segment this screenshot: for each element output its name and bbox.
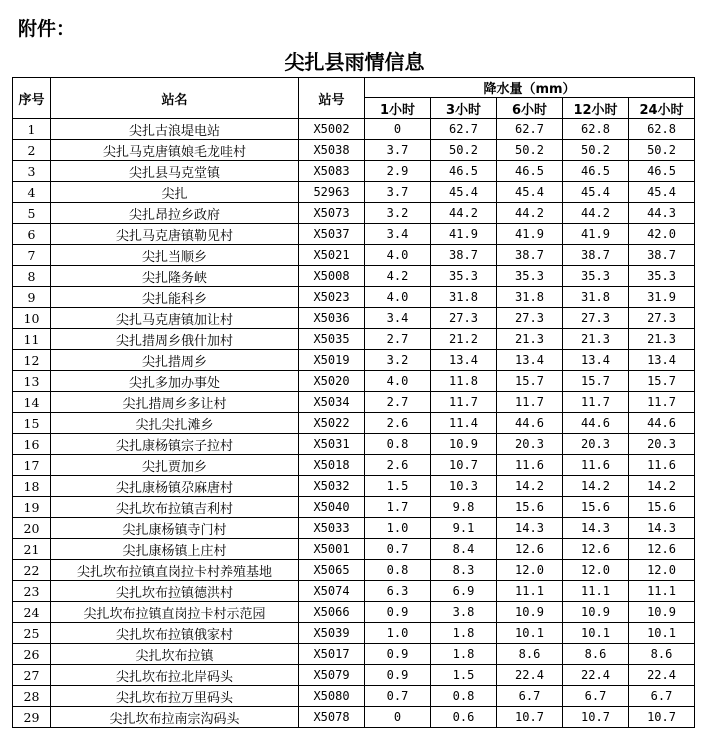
cell-rain-24h: 22.4 bbox=[629, 665, 695, 686]
table-row bbox=[13, 140, 695, 161]
header-6h: 6小时 bbox=[497, 98, 563, 119]
cell-station-code: X5074 bbox=[299, 581, 365, 602]
cell-seq: 29 bbox=[13, 707, 51, 728]
cell-rain-6h: 22.4 bbox=[497, 665, 563, 686]
cell-station-code: X5031 bbox=[299, 434, 365, 455]
cell-rain-1h: 2.6 bbox=[365, 455, 431, 476]
table-row bbox=[13, 329, 695, 350]
cell-rain-24h: 13.4 bbox=[629, 350, 695, 371]
cell-rain-24h: 14.3 bbox=[629, 518, 695, 539]
cell-seq: 4 bbox=[13, 182, 51, 203]
cell-station-name: 尖扎昂拉乡政府 bbox=[51, 203, 299, 224]
cell-rain-1h: 6.3 bbox=[365, 581, 431, 602]
cell-rain-24h: 8.6 bbox=[629, 644, 695, 665]
cell-station-name: 尖扎马克唐镇娘毛龙哇村 bbox=[51, 140, 299, 161]
cell-rain-6h: 10.1 bbox=[497, 623, 563, 644]
cell-rain-24h: 45.4 bbox=[629, 182, 695, 203]
cell-rain-3h: 13.4 bbox=[431, 350, 497, 371]
table-row bbox=[13, 413, 695, 434]
cell-rain-12h: 38.7 bbox=[563, 245, 629, 266]
attachment-label: 附件： bbox=[18, 18, 76, 40]
cell-rain-24h: 11.7 bbox=[629, 392, 695, 413]
header-1h: 1小时 bbox=[365, 98, 431, 119]
cell-rain-1h: 2.6 bbox=[365, 413, 431, 434]
cell-rain-1h: 0 bbox=[365, 119, 431, 140]
table-row bbox=[13, 707, 695, 728]
cell-station-name: 尖扎坎布拉镇吉利村 bbox=[51, 497, 299, 518]
cell-seq: 19 bbox=[13, 497, 51, 518]
cell-station-code: X5001 bbox=[299, 539, 365, 560]
cell-rain-1h: 2.7 bbox=[365, 329, 431, 350]
cell-rain-24h: 42.0 bbox=[629, 224, 695, 245]
table-row bbox=[13, 602, 695, 623]
table-row bbox=[13, 287, 695, 308]
cell-station-name: 尖扎措周乡俄什加村 bbox=[51, 329, 299, 350]
cell-rain-3h: 10.7 bbox=[431, 455, 497, 476]
cell-rain-1h: 0.9 bbox=[365, 644, 431, 665]
cell-rain-3h: 35.3 bbox=[431, 266, 497, 287]
cell-rain-1h: 0.8 bbox=[365, 560, 431, 581]
table-row bbox=[13, 665, 695, 686]
cell-seq: 18 bbox=[13, 476, 51, 497]
cell-rain-6h: 10.9 bbox=[497, 602, 563, 623]
cell-rain-3h: 46.5 bbox=[431, 161, 497, 182]
cell-rain-24h: 12.0 bbox=[629, 560, 695, 581]
cell-seq: 23 bbox=[13, 581, 51, 602]
cell-station-code: X5073 bbox=[299, 203, 365, 224]
cell-station-code: 52963 bbox=[299, 182, 365, 203]
cell-rain-6h: 45.4 bbox=[497, 182, 563, 203]
cell-rain-3h: 9.1 bbox=[431, 518, 497, 539]
cell-rain-6h: 15.6 bbox=[497, 497, 563, 518]
cell-rain-24h: 38.7 bbox=[629, 245, 695, 266]
cell-rain-12h: 20.3 bbox=[563, 434, 629, 455]
cell-rain-12h: 35.3 bbox=[563, 266, 629, 287]
cell-station-name: 尖扎马克唐镇加让村 bbox=[51, 308, 299, 329]
cell-rain-12h: 8.6 bbox=[563, 644, 629, 665]
cell-station-code: X5080 bbox=[299, 686, 365, 707]
cell-station-name: 尖扎马克唐镇勒见村 bbox=[51, 224, 299, 245]
cell-rain-12h: 10.7 bbox=[563, 707, 629, 728]
cell-seq: 2 bbox=[13, 140, 51, 161]
cell-station-code: X5037 bbox=[299, 224, 365, 245]
cell-rain-3h: 0.6 bbox=[431, 707, 497, 728]
cell-rain-1h: 3.2 bbox=[365, 203, 431, 224]
cell-rain-24h: 20.3 bbox=[629, 434, 695, 455]
cell-rain-12h: 50.2 bbox=[563, 140, 629, 161]
cell-station-name: 尖扎措周乡 bbox=[51, 350, 299, 371]
table-row bbox=[13, 518, 695, 539]
document-title: 尖扎县雨情信息 bbox=[284, 50, 425, 74]
cell-station-name: 尖扎古浪堤电站 bbox=[51, 119, 299, 140]
rainfall-table bbox=[12, 77, 695, 728]
cell-rain-24h: 50.2 bbox=[629, 140, 695, 161]
cell-seq: 13 bbox=[13, 371, 51, 392]
cell-station-code: X5018 bbox=[299, 455, 365, 476]
cell-station-code: X5065 bbox=[299, 560, 365, 581]
cell-rain-1h: 0.9 bbox=[365, 602, 431, 623]
table-row bbox=[13, 497, 695, 518]
cell-rain-12h: 44.2 bbox=[563, 203, 629, 224]
cell-rain-3h: 1.5 bbox=[431, 665, 497, 686]
cell-rain-3h: 21.2 bbox=[431, 329, 497, 350]
cell-station-code: X5008 bbox=[299, 266, 365, 287]
cell-rain-12h: 13.4 bbox=[563, 350, 629, 371]
cell-rain-24h: 10.7 bbox=[629, 707, 695, 728]
cell-station-name: 尖扎康杨镇尕麻唐村 bbox=[51, 476, 299, 497]
table-row bbox=[13, 623, 695, 644]
cell-rain-1h: 1.0 bbox=[365, 518, 431, 539]
cell-rain-12h: 10.1 bbox=[563, 623, 629, 644]
cell-rain-6h: 35.3 bbox=[497, 266, 563, 287]
cell-rain-6h: 41.9 bbox=[497, 224, 563, 245]
cell-station-code: X5036 bbox=[299, 308, 365, 329]
cell-rain-6h: 11.6 bbox=[497, 455, 563, 476]
cell-station-code: X5032 bbox=[299, 476, 365, 497]
cell-rain-6h: 6.7 bbox=[497, 686, 563, 707]
cell-rain-3h: 9.8 bbox=[431, 497, 497, 518]
table-row bbox=[13, 581, 695, 602]
cell-rain-3h: 1.8 bbox=[431, 644, 497, 665]
cell-rain-3h: 38.7 bbox=[431, 245, 497, 266]
cell-rain-24h: 27.3 bbox=[629, 308, 695, 329]
cell-station-code: X5035 bbox=[299, 329, 365, 350]
cell-station-code: X5039 bbox=[299, 623, 365, 644]
cell-rain-12h: 44.6 bbox=[563, 413, 629, 434]
cell-rain-3h: 6.9 bbox=[431, 581, 497, 602]
cell-rain-12h: 21.3 bbox=[563, 329, 629, 350]
cell-rain-24h: 46.5 bbox=[629, 161, 695, 182]
cell-station-code: X5020 bbox=[299, 371, 365, 392]
cell-station-name: 尖扎能科乡 bbox=[51, 287, 299, 308]
cell-rain-1h: 1.0 bbox=[365, 623, 431, 644]
table-row bbox=[13, 245, 695, 266]
table-row bbox=[13, 266, 695, 287]
cell-seq: 21 bbox=[13, 539, 51, 560]
cell-rain-1h: 0.9 bbox=[365, 665, 431, 686]
cell-rain-24h: 10.1 bbox=[629, 623, 695, 644]
cell-rain-6h: 21.3 bbox=[497, 329, 563, 350]
cell-station-name: 尖扎坎布拉南宗沟码头 bbox=[51, 707, 299, 728]
cell-rain-1h: 1.5 bbox=[365, 476, 431, 497]
cell-station-code: X5034 bbox=[299, 392, 365, 413]
cell-rain-12h: 31.8 bbox=[563, 287, 629, 308]
cell-rain-6h: 20.3 bbox=[497, 434, 563, 455]
cell-station-name: 尖扎 bbox=[51, 182, 299, 203]
cell-rain-3h: 8.3 bbox=[431, 560, 497, 581]
cell-rain-24h: 10.9 bbox=[629, 602, 695, 623]
cell-rain-3h: 8.4 bbox=[431, 539, 497, 560]
cell-rain-3h: 3.8 bbox=[431, 602, 497, 623]
cell-seq: 27 bbox=[13, 665, 51, 686]
cell-rain-1h: 0.8 bbox=[365, 434, 431, 455]
cell-rain-12h: 10.9 bbox=[563, 602, 629, 623]
cell-rain-12h: 11.7 bbox=[563, 392, 629, 413]
cell-station-name: 尖扎康杨镇宗子拉村 bbox=[51, 434, 299, 455]
cell-rain-24h: 6.7 bbox=[629, 686, 695, 707]
cell-rain-1h: 2.9 bbox=[365, 161, 431, 182]
cell-rain-1h: 4.0 bbox=[365, 245, 431, 266]
cell-rain-6h: 50.2 bbox=[497, 140, 563, 161]
cell-seq: 10 bbox=[13, 308, 51, 329]
cell-rain-24h: 15.7 bbox=[629, 371, 695, 392]
cell-rain-3h: 31.8 bbox=[431, 287, 497, 308]
cell-rain-1h: 0.7 bbox=[365, 686, 431, 707]
cell-rain-12h: 11.1 bbox=[563, 581, 629, 602]
cell-rain-6h: 27.3 bbox=[497, 308, 563, 329]
cell-seq: 3 bbox=[13, 161, 51, 182]
cell-rain-1h: 4.0 bbox=[365, 287, 431, 308]
cell-station-code: X5079 bbox=[299, 665, 365, 686]
cell-rain-3h: 11.4 bbox=[431, 413, 497, 434]
cell-rain-24h: 31.9 bbox=[629, 287, 695, 308]
cell-rain-3h: 41.9 bbox=[431, 224, 497, 245]
cell-rain-3h: 50.2 bbox=[431, 140, 497, 161]
cell-station-name: 尖扎坎布拉北岸码头 bbox=[51, 665, 299, 686]
cell-rain-12h: 14.3 bbox=[563, 518, 629, 539]
cell-seq: 7 bbox=[13, 245, 51, 266]
table-row bbox=[13, 224, 695, 245]
cell-seq: 5 bbox=[13, 203, 51, 224]
cell-rain-6h: 15.7 bbox=[497, 371, 563, 392]
cell-seq: 11 bbox=[13, 329, 51, 350]
cell-station-code: X5021 bbox=[299, 245, 365, 266]
cell-rain-1h: 3.4 bbox=[365, 224, 431, 245]
cell-station-code: X5022 bbox=[299, 413, 365, 434]
header-24h: 24小时 bbox=[629, 98, 695, 119]
table-row bbox=[13, 308, 695, 329]
cell-seq: 16 bbox=[13, 434, 51, 455]
cell-rain-6h: 11.7 bbox=[497, 392, 563, 413]
cell-rain-3h: 45.4 bbox=[431, 182, 497, 203]
table-row bbox=[13, 182, 695, 203]
cell-rain-12h: 12.0 bbox=[563, 560, 629, 581]
cell-station-name: 尖扎贾加乡 bbox=[51, 455, 299, 476]
cell-rain-3h: 10.9 bbox=[431, 434, 497, 455]
cell-seq: 12 bbox=[13, 350, 51, 371]
cell-rain-3h: 11.7 bbox=[431, 392, 497, 413]
table-row bbox=[13, 392, 695, 413]
cell-station-code: X5038 bbox=[299, 140, 365, 161]
cell-rain-6h: 14.3 bbox=[497, 518, 563, 539]
table-row bbox=[13, 434, 695, 455]
cell-station-name: 尖扎坎布拉镇直岗拉卡村示范园 bbox=[51, 602, 299, 623]
cell-rain-24h: 14.2 bbox=[629, 476, 695, 497]
cell-rain-3h: 62.7 bbox=[431, 119, 497, 140]
cell-rain-6h: 11.1 bbox=[497, 581, 563, 602]
cell-rain-6h: 44.6 bbox=[497, 413, 563, 434]
cell-seq: 26 bbox=[13, 644, 51, 665]
cell-rain-6h: 10.7 bbox=[497, 707, 563, 728]
cell-station-code: X5023 bbox=[299, 287, 365, 308]
table-row bbox=[13, 686, 695, 707]
cell-seq: 28 bbox=[13, 686, 51, 707]
cell-rain-24h: 44.3 bbox=[629, 203, 695, 224]
cell-rain-12h: 62.8 bbox=[563, 119, 629, 140]
cell-seq: 20 bbox=[13, 518, 51, 539]
cell-rain-24h: 35.3 bbox=[629, 266, 695, 287]
cell-rain-12h: 6.7 bbox=[563, 686, 629, 707]
cell-rain-6h: 44.2 bbox=[497, 203, 563, 224]
cell-rain-12h: 15.7 bbox=[563, 371, 629, 392]
cell-rain-1h: 1.7 bbox=[365, 497, 431, 518]
cell-rain-24h: 11.6 bbox=[629, 455, 695, 476]
table-row bbox=[13, 203, 695, 224]
cell-rain-12h: 14.2 bbox=[563, 476, 629, 497]
header-3h: 3小时 bbox=[431, 98, 497, 119]
cell-rain-24h: 15.6 bbox=[629, 497, 695, 518]
cell-rain-3h: 44.2 bbox=[431, 203, 497, 224]
cell-rain-6h: 14.2 bbox=[497, 476, 563, 497]
cell-station-name: 尖扎当顺乡 bbox=[51, 245, 299, 266]
cell-rain-6h: 46.5 bbox=[497, 161, 563, 182]
cell-seq: 14 bbox=[13, 392, 51, 413]
cell-station-name: 尖扎康杨镇上庄村 bbox=[51, 539, 299, 560]
cell-station-name: 尖扎坎布拉镇 bbox=[51, 644, 299, 665]
cell-rain-1h: 4.2 bbox=[365, 266, 431, 287]
cell-rain-12h: 22.4 bbox=[563, 665, 629, 686]
header-12h: 12小时 bbox=[563, 98, 629, 119]
cell-rain-24h: 44.6 bbox=[629, 413, 695, 434]
cell-station-name: 尖扎县马克堂镇 bbox=[51, 161, 299, 182]
cell-rain-12h: 11.6 bbox=[563, 455, 629, 476]
cell-station-name: 尖扎多加办事处 bbox=[51, 371, 299, 392]
cell-rain-3h: 1.8 bbox=[431, 623, 497, 644]
cell-station-code: X5017 bbox=[299, 644, 365, 665]
cell-rain-24h: 12.6 bbox=[629, 539, 695, 560]
cell-station-code: X5019 bbox=[299, 350, 365, 371]
cell-rain-1h: 3.4 bbox=[365, 308, 431, 329]
cell-rain-24h: 21.3 bbox=[629, 329, 695, 350]
table-row bbox=[13, 644, 695, 665]
cell-rain-1h: 0.7 bbox=[365, 539, 431, 560]
cell-rain-3h: 0.8 bbox=[431, 686, 497, 707]
cell-rain-24h: 62.8 bbox=[629, 119, 695, 140]
cell-seq: 24 bbox=[13, 602, 51, 623]
cell-rain-6h: 38.7 bbox=[497, 245, 563, 266]
table-row bbox=[13, 455, 695, 476]
cell-seq: 15 bbox=[13, 413, 51, 434]
cell-rain-3h: 27.3 bbox=[431, 308, 497, 329]
cell-rain-1h: 3.7 bbox=[365, 140, 431, 161]
cell-seq: 1 bbox=[13, 119, 51, 140]
cell-seq: 17 bbox=[13, 455, 51, 476]
cell-rain-12h: 45.4 bbox=[563, 182, 629, 203]
cell-rain-6h: 62.7 bbox=[497, 119, 563, 140]
table-row bbox=[13, 161, 695, 182]
header-station-code: 站号 bbox=[299, 78, 365, 119]
cell-rain-12h: 12.6 bbox=[563, 539, 629, 560]
cell-station-name: 尖扎坎布拉镇俄家村 bbox=[51, 623, 299, 644]
cell-seq: 8 bbox=[13, 266, 51, 287]
cell-station-code: X5078 bbox=[299, 707, 365, 728]
cell-rain-12h: 41.9 bbox=[563, 224, 629, 245]
header-rainfall-group: 降水量（mm） bbox=[365, 78, 695, 98]
cell-rain-1h: 0 bbox=[365, 707, 431, 728]
cell-seq: 6 bbox=[13, 224, 51, 245]
table-row bbox=[13, 371, 695, 392]
cell-rain-3h: 10.3 bbox=[431, 476, 497, 497]
cell-rain-6h: 8.6 bbox=[497, 644, 563, 665]
cell-station-code: X5033 bbox=[299, 518, 365, 539]
cell-rain-6h: 12.0 bbox=[497, 560, 563, 581]
cell-rain-12h: 46.5 bbox=[563, 161, 629, 182]
cell-station-name: 尖扎坎布拉万里码头 bbox=[51, 686, 299, 707]
cell-rain-6h: 12.6 bbox=[497, 539, 563, 560]
table-row bbox=[13, 119, 695, 140]
table-row bbox=[13, 539, 695, 560]
header-station-name: 站名 bbox=[51, 78, 299, 119]
cell-station-code: X5002 bbox=[299, 119, 365, 140]
cell-station-code: X5040 bbox=[299, 497, 365, 518]
cell-station-name: 尖扎措周乡多让村 bbox=[51, 392, 299, 413]
cell-station-name: 尖扎坎布拉镇直岗拉卡村养殖基地 bbox=[51, 560, 299, 581]
cell-station-code: X5066 bbox=[299, 602, 365, 623]
cell-rain-1h: 3.2 bbox=[365, 350, 431, 371]
cell-seq: 22 bbox=[13, 560, 51, 581]
cell-seq: 25 bbox=[13, 623, 51, 644]
table-row bbox=[13, 560, 695, 581]
cell-rain-12h: 27.3 bbox=[563, 308, 629, 329]
cell-station-name: 尖扎隆务峡 bbox=[51, 266, 299, 287]
cell-station-name: 尖扎尖扎滩乡 bbox=[51, 413, 299, 434]
cell-seq: 9 bbox=[13, 287, 51, 308]
table-row bbox=[13, 350, 695, 371]
cell-rain-3h: 11.8 bbox=[431, 371, 497, 392]
cell-rain-1h: 3.7 bbox=[365, 182, 431, 203]
cell-rain-24h: 11.1 bbox=[629, 581, 695, 602]
cell-station-name: 尖扎坎布拉镇德洪村 bbox=[51, 581, 299, 602]
cell-station-code: X5083 bbox=[299, 161, 365, 182]
cell-rain-6h: 13.4 bbox=[497, 350, 563, 371]
cell-station-name: 尖扎康杨镇寺门村 bbox=[51, 518, 299, 539]
cell-rain-6h: 31.8 bbox=[497, 287, 563, 308]
cell-rain-12h: 15.6 bbox=[563, 497, 629, 518]
table-row bbox=[13, 476, 695, 497]
cell-rain-1h: 2.7 bbox=[365, 392, 431, 413]
cell-rain-1h: 4.0 bbox=[365, 371, 431, 392]
header-seq: 序号 bbox=[13, 78, 51, 119]
